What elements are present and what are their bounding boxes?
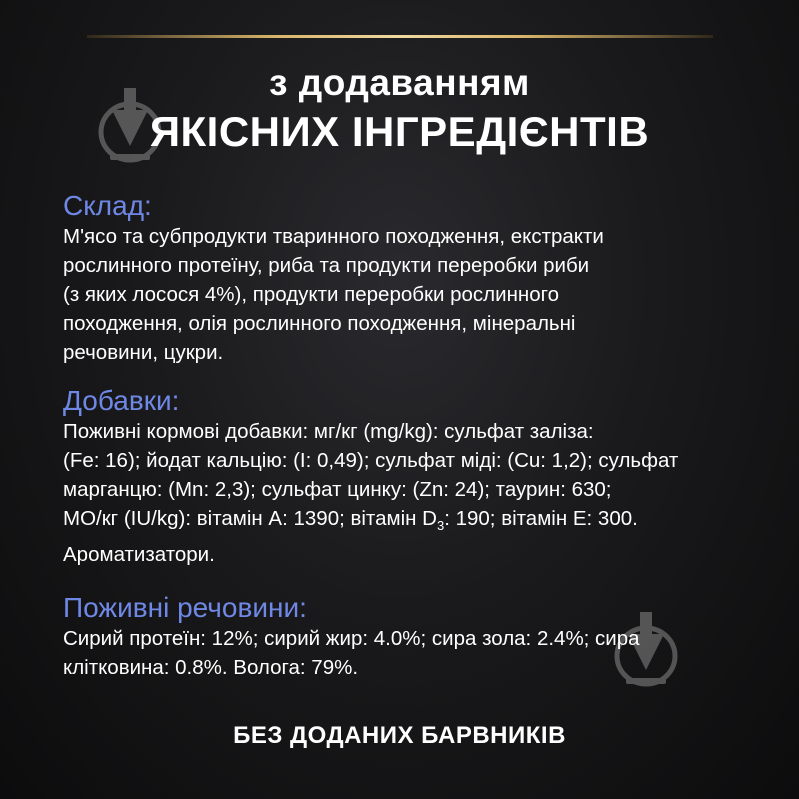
additives-text <box>63 417 753 569</box>
nutrients-section <box>63 592 753 682</box>
vitamin-d-subscript: 3 <box>436 518 445 534</box>
composition-line: (з яких лосося 4%), продукти переробки рослинного <box>63 283 560 306</box>
footer-note: БЕЗ ДОДАНИХ БАРВНИКІВ <box>233 722 566 749</box>
additives-line-vitamins <box>63 507 638 534</box>
vitamins-pre: МО/кг (IU/kg): вітамін А: 1390; вітамін D <box>63 507 437 530</box>
composition-line: речовини, цукри. <box>63 341 224 364</box>
gold-divider <box>87 35 713 38</box>
composition-section <box>63 190 753 367</box>
additives-line: Ароматизатори. <box>63 543 215 567</box>
headline-title: ЯКІСНИХ ІНГРЕДІЄНТІВ <box>149 108 650 155</box>
additives-title: Добавки: <box>63 385 180 416</box>
vitamins-post: : 190; вітамін Е: 300. <box>444 507 638 530</box>
nutrients-line: Сирий протеїн: 12%; сирий жир: 4.0%; сира зола: 2.4%; сира <box>63 627 640 650</box>
additives-line: марганцю: (Mn: 2,3); сульфат цинку: (Zn: 24); таурин: 630; <box>63 478 612 501</box>
composition-text <box>63 222 753 367</box>
headline-subtitle: з додаванням <box>269 62 530 103</box>
nutrients-title: Поживні речовини: <box>63 592 307 623</box>
nutrients-text <box>63 624 753 682</box>
composition-line: рослинного протеїну, риба та продукти переробки риби <box>63 254 590 277</box>
nutrients-line: клітковина: 0.8%. Волога: 79%. <box>63 656 359 679</box>
composition-title: Склад: <box>63 190 152 221</box>
composition-line: походження, олія рослинного походження, мінеральні <box>63 312 576 335</box>
composition-line: М'ясо та субпродукти тваринного походження, екстракти <box>63 225 604 248</box>
additives-line: Поживні кормові добавки: мг/кг (mg/kg): сульфат заліза: <box>63 420 594 443</box>
additives-section <box>63 385 753 569</box>
additives-line: (Fe: 16); йодат кальцію: (I: 0,49); сульфат міді: (Cu: 1,2); сульфат <box>63 449 679 472</box>
